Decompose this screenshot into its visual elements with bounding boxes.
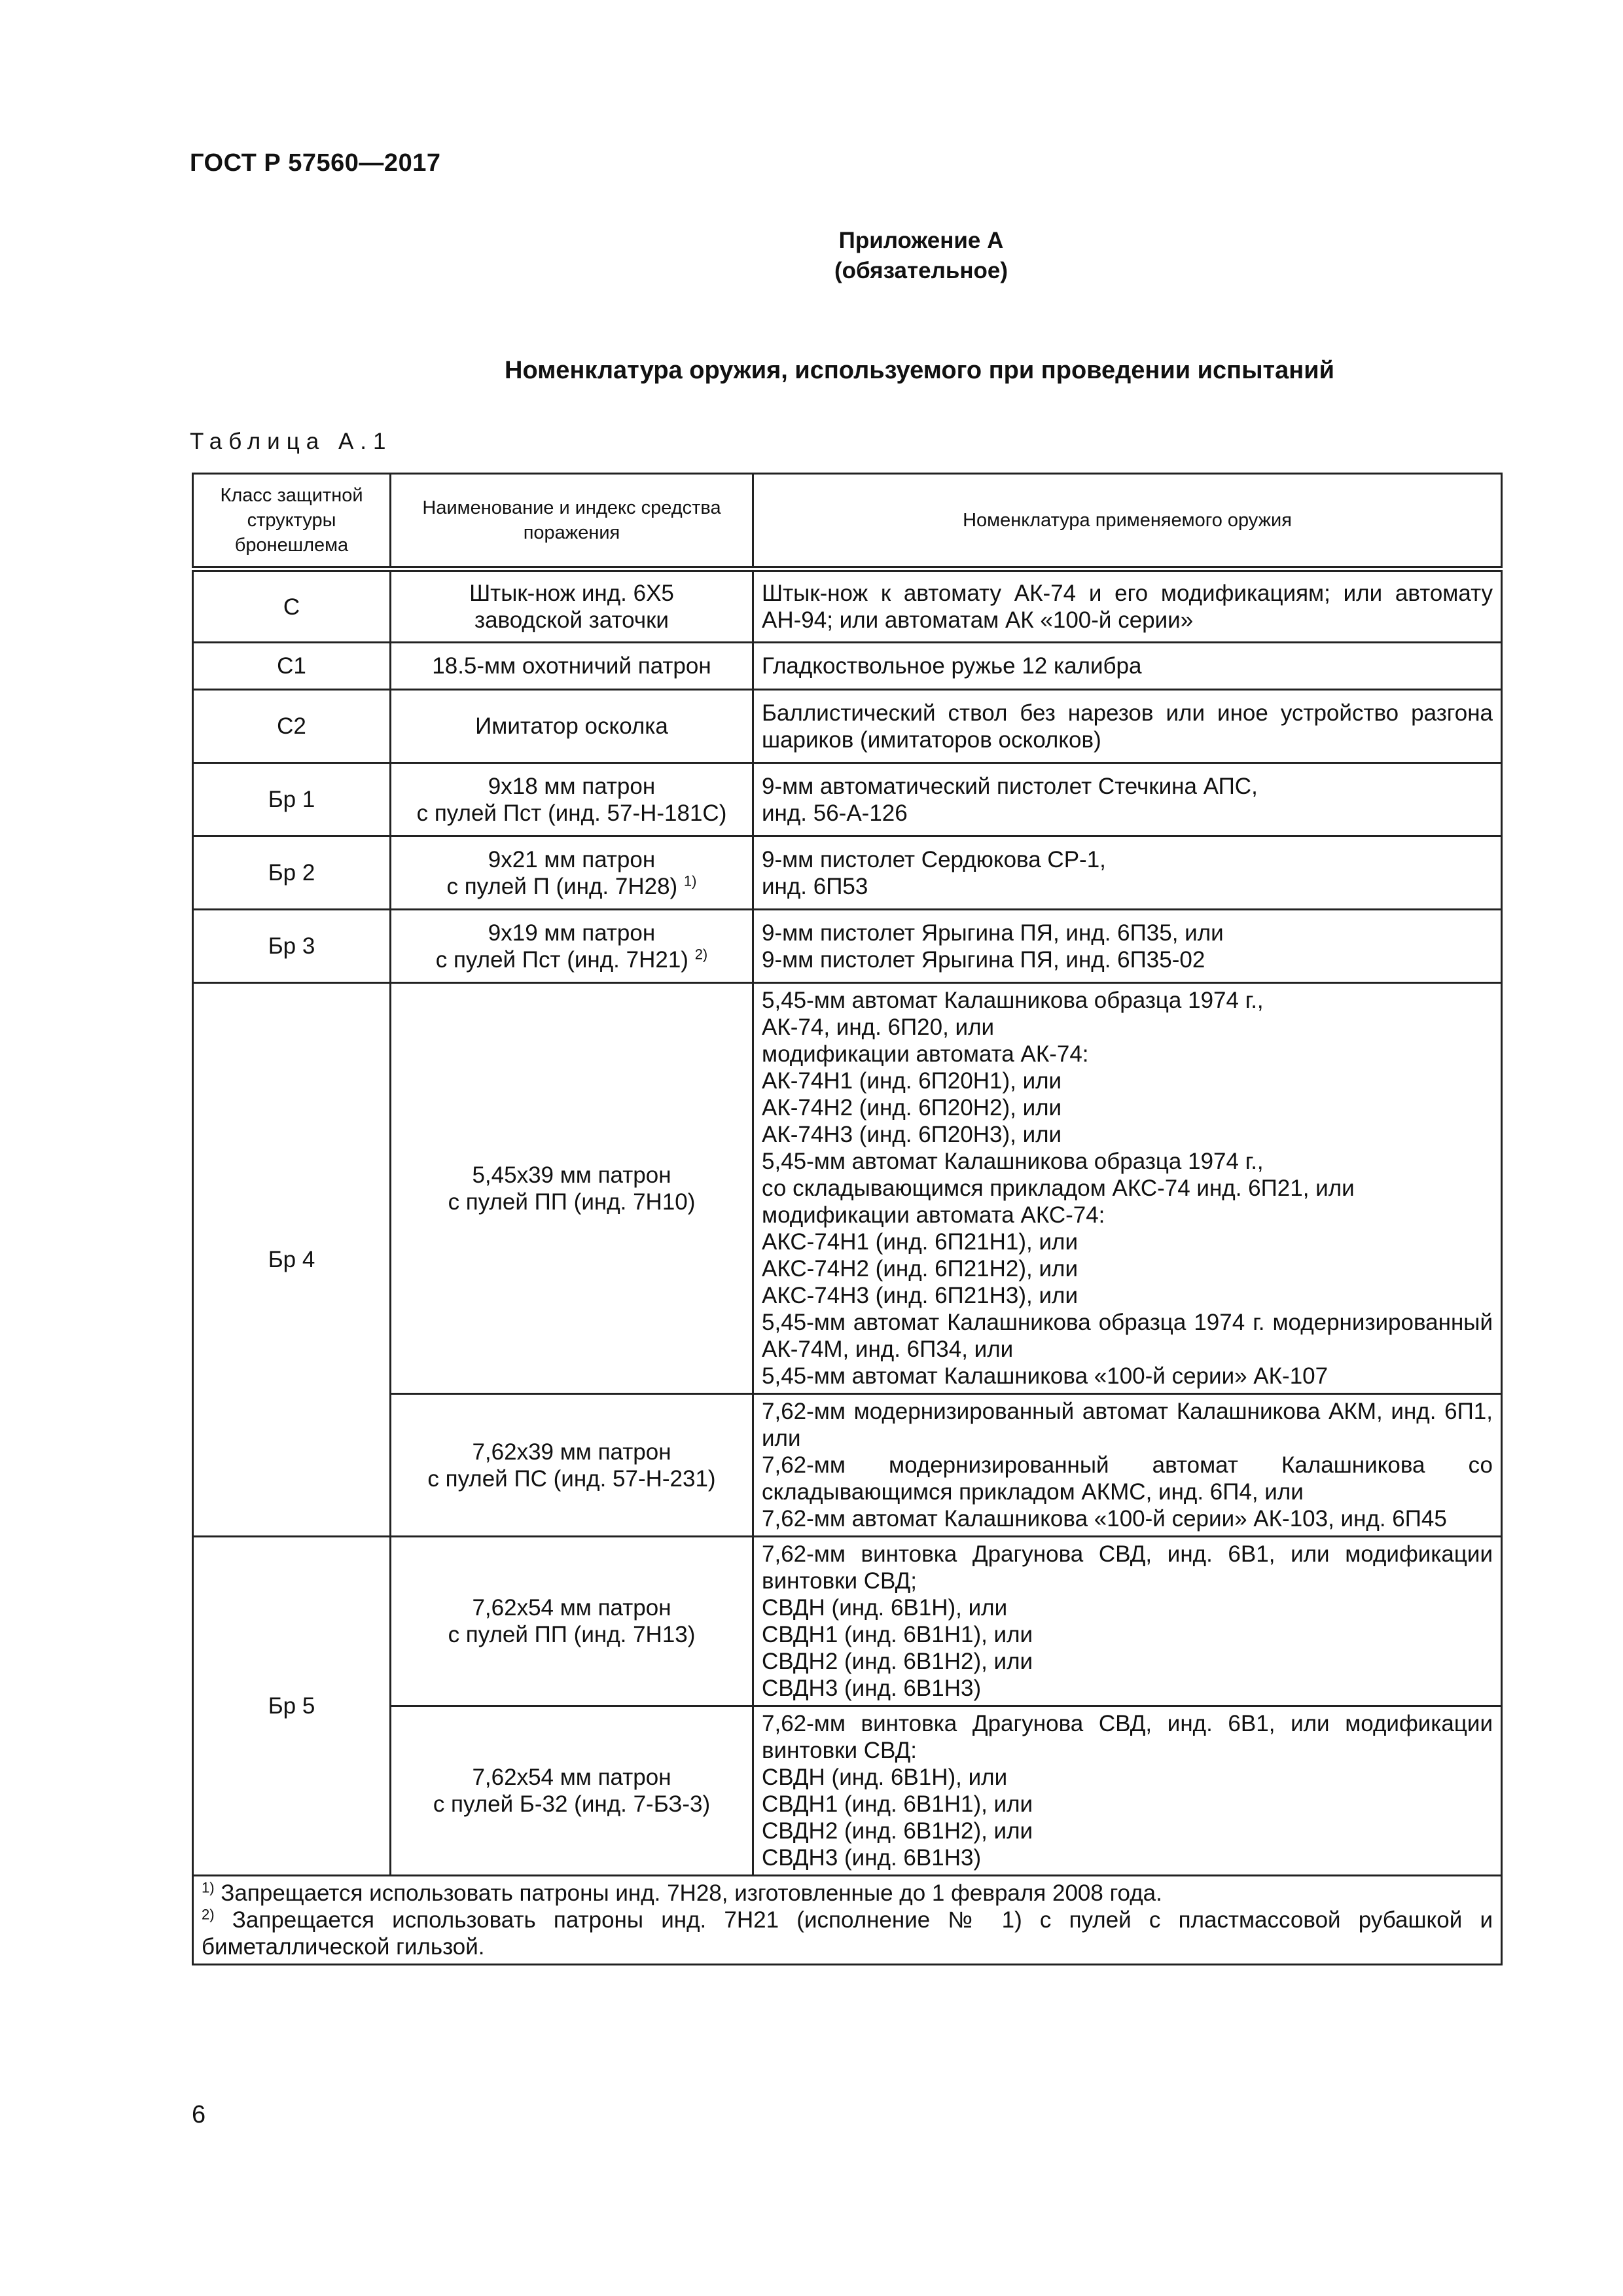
footnote-mark: 2): [694, 945, 708, 962]
weapons-cell: [753, 1394, 1502, 1537]
means-line: с пулей Пст (инд. 7Н21): [435, 946, 688, 973]
weapons-cell: [753, 1537, 1502, 1706]
weapon-line: СВДН2 (инд. 6В1Н2), или: [762, 1649, 1033, 1674]
weapon-line: СВДН1 (инд. 6В1Н1), или: [762, 1791, 1033, 1817]
means-line: с пулей Пст (инд. 57-Н-181С): [416, 800, 727, 826]
weapons-cell: Баллистический ствол без нарезов или иное устройство разгона шариков (имитаторов осколков): [753, 690, 1502, 763]
class-cell: Бр 1: [193, 763, 391, 836]
weapon-line: АК-74Н3 (инд. 6П20Н3), или: [762, 1122, 1062, 1147]
class-cell: С2: [193, 690, 391, 763]
table-caption: Таблица А.1: [190, 429, 393, 454]
weapon-line: 7,62-мм винтовка Драгунова СВД, инд. 6В1, или модификации винтовки СВД;: [762, 1541, 1493, 1594]
weapons-cell: [753, 763, 1502, 836]
header-means: Наименование и индекс средства поражения: [391, 474, 753, 569]
weapon-line: СВДН3 (инд. 6В1Н3): [762, 1676, 982, 1701]
table-row: [193, 1537, 1502, 1706]
table-header-row: [193, 474, 1502, 569]
weapon-line: АК-74Н1 (инд. 6П20Н1), или: [762, 1068, 1062, 1094]
table-row: [193, 983, 1502, 1394]
weapon-line: СВДН3 (инд. 6В1Н3): [762, 1845, 982, 1871]
document-title: [0, 357, 1623, 385]
footnote: [202, 1907, 1493, 1960]
weapon-line: 7,62-мм модернизированный автомат Калашникова АКМ, инд. 6П1, или: [762, 1399, 1493, 1451]
means-cell: 18.5-мм охотничий патрон: [391, 643, 753, 690]
table-row: [193, 836, 1502, 910]
weapons-cell: [753, 910, 1502, 983]
weapon-line: 9-мм пистолет Ярыгина ПЯ, инд. 6П35, или: [762, 920, 1224, 946]
weapon-line: 9-мм автоматический пистолет Стечкина АПС,: [762, 773, 1258, 799]
class-cell: Бр 3: [193, 910, 391, 983]
weapon-line: 7,62-мм винтовка Драгунова СВД, инд. 6В1, или модификации винтовки СВД:: [762, 1711, 1493, 1763]
weapon-line: 5,45-мм автомат Калашникова образца 1974 г.,: [762, 1149, 1264, 1174]
means-line: Штык-нож инд. 6Х5: [469, 581, 674, 606]
means-cell: [391, 569, 753, 643]
weapon-line: АКС-74Н2 (инд. 6П21Н2), или: [762, 1256, 1078, 1282]
weapon-line: 9-мм пистолет Ярыгина ПЯ, инд. 6П35-02: [762, 946, 1205, 973]
weapon-line: АК-74, инд. 6П20, или: [762, 1014, 995, 1040]
header-protection-class: Класс защитной структуры бронешлема: [193, 474, 391, 569]
means-line: с пулей П (инд. 7Н28): [446, 873, 678, 899]
footnote: [202, 1880, 1493, 1907]
weapons-cell: [753, 836, 1502, 910]
weapon-line: 5,45-мм автомат Калашникова «100-й серии» АК-107: [762, 1363, 1329, 1389]
means-cell: [391, 763, 753, 836]
weapons-cell: Гладкоствольное ружье 12 калибра: [753, 643, 1502, 690]
means-cell: [391, 836, 753, 910]
means-cell: [391, 1537, 753, 1706]
appendix-title: Приложение А: [838, 228, 1004, 253]
class-cell: Бр 5: [193, 1537, 391, 1876]
footnote-text: Запрещается использовать патроны инд. 7Н21 (исполнение № 1) с пулей с пластмассовой рубашкой и биметаллической гильзой.: [202, 1907, 1493, 1960]
table-row: [193, 690, 1502, 763]
footnote-mark: 1): [683, 872, 697, 889]
means-line: с пулей Б-32 (инд. 7-БЗ-3): [433, 1791, 711, 1817]
means-line: с пулей ПП (инд. 7Н10): [448, 1189, 696, 1215]
class-cell: С1: [193, 643, 391, 690]
class-cell: Бр 2: [193, 836, 391, 910]
document-title-text: Номенклатура оружия, используемого при проведении испытаний: [505, 357, 1334, 384]
weapon-line: инд. 6П53: [762, 873, 868, 899]
appendix-status: (обязательное): [834, 258, 1008, 283]
weapon-line: 5,45-мм автомат Калашникова образца 1974 г.,: [762, 988, 1264, 1013]
weapons-cell: [753, 983, 1502, 1394]
weapon-line: СВДН (инд. 6В1Н), или: [762, 1595, 1008, 1621]
header-weapons: Номенклатура применяемого оружия: [753, 474, 1502, 569]
means-line: 9х21 мм патрон: [488, 846, 656, 872]
weapon-line: АКС-74Н1 (инд. 6П21Н1), или: [762, 1229, 1078, 1255]
footnote-text: Запрещается использовать патроны инд. 7Н28, изготовленные до 1 февраля 2008 года.: [221, 1880, 1162, 1906]
means-cell: [391, 910, 753, 983]
weapon-line: СВДН2 (инд. 6В1Н2), или: [762, 1818, 1033, 1844]
means-line: 5,45х39 мм патрон: [472, 1162, 671, 1188]
weapon-line: модификации автомата АКС-74:: [762, 1202, 1105, 1228]
table-row: [193, 643, 1502, 690]
appendix-heading: [0, 226, 1623, 286]
footnotes-cell: [193, 1876, 1502, 1965]
weapons-table: [192, 473, 1503, 1965]
means-line: 7,62х54 мм патрон: [472, 1595, 671, 1621]
table-row: [193, 763, 1502, 836]
standard-designation: ГОСТ Р 57560—2017: [190, 149, 441, 177]
means-line: заводской заточки: [474, 607, 669, 633]
means-line: 7,62х54 мм патрон: [472, 1765, 671, 1790]
footnote-mark: 2): [202, 1906, 215, 1923]
weapons-cell: [753, 1706, 1502, 1876]
weapon-line: АК-74Н2 (инд. 6П20Н2), или: [762, 1095, 1062, 1121]
weapon-line: модификации автомата АК-74:: [762, 1041, 1089, 1067]
weapon-line: АКС-74Н3 (инд. 6П21Н3), или: [762, 1283, 1078, 1308]
class-cell: С: [193, 569, 391, 643]
means-line: с пулей ПС (инд. 57-Н-231): [427, 1465, 716, 1492]
means-line: 9х19 мм патрон: [488, 920, 656, 946]
weapon-line: СВДН (инд. 6В1Н), или: [762, 1765, 1008, 1790]
table-row: [193, 569, 1502, 643]
page-number: 6: [192, 2101, 206, 2128]
means-cell: [391, 1706, 753, 1876]
weapon-line: инд. 56-А-126: [762, 800, 908, 826]
weapon-line: СВДН1 (инд. 6В1Н1), или: [762, 1622, 1033, 1647]
weapon-line: 9-мм пистолет Сердюкова СР-1,: [762, 846, 1106, 872]
weapon-line: со складывающимся прикладом АКС-74 инд. 6П21, или: [762, 1175, 1355, 1201]
table-row: [193, 910, 1502, 983]
means-line: 7,62х39 мм патрон: [472, 1439, 671, 1465]
means-cell: [391, 1394, 753, 1537]
class-cell: Бр 4: [193, 983, 391, 1537]
weapons-cell: Штык-нож к автомату АК-74 и его модификациям; или автомату АН-94; или автоматам АК «100-й серии»: [753, 569, 1502, 643]
means-line: с пулей ПП (инд. 7Н13): [448, 1622, 696, 1647]
weapon-line: 7,62-мм модернизированный автомат Калашникова со складывающимся прикладом АКМС, инд. 6П4, или: [762, 1452, 1493, 1505]
means-cell: Имитатор осколка: [391, 690, 753, 763]
means-line: 9х18 мм патрон: [488, 773, 656, 799]
means-cell: [391, 983, 753, 1394]
weapon-line: 7,62-мм автомат Калашникова «100-й серии» АК-103, инд. 6П45: [762, 1506, 1447, 1532]
footnotes-row: [193, 1876, 1502, 1965]
weapon-line: 5,45-мм автомат Калашникова образца 1974 г. модернизированный АК-74М, инд. 6П34, или: [762, 1310, 1493, 1362]
footnote-mark: 1): [202, 1879, 215, 1896]
